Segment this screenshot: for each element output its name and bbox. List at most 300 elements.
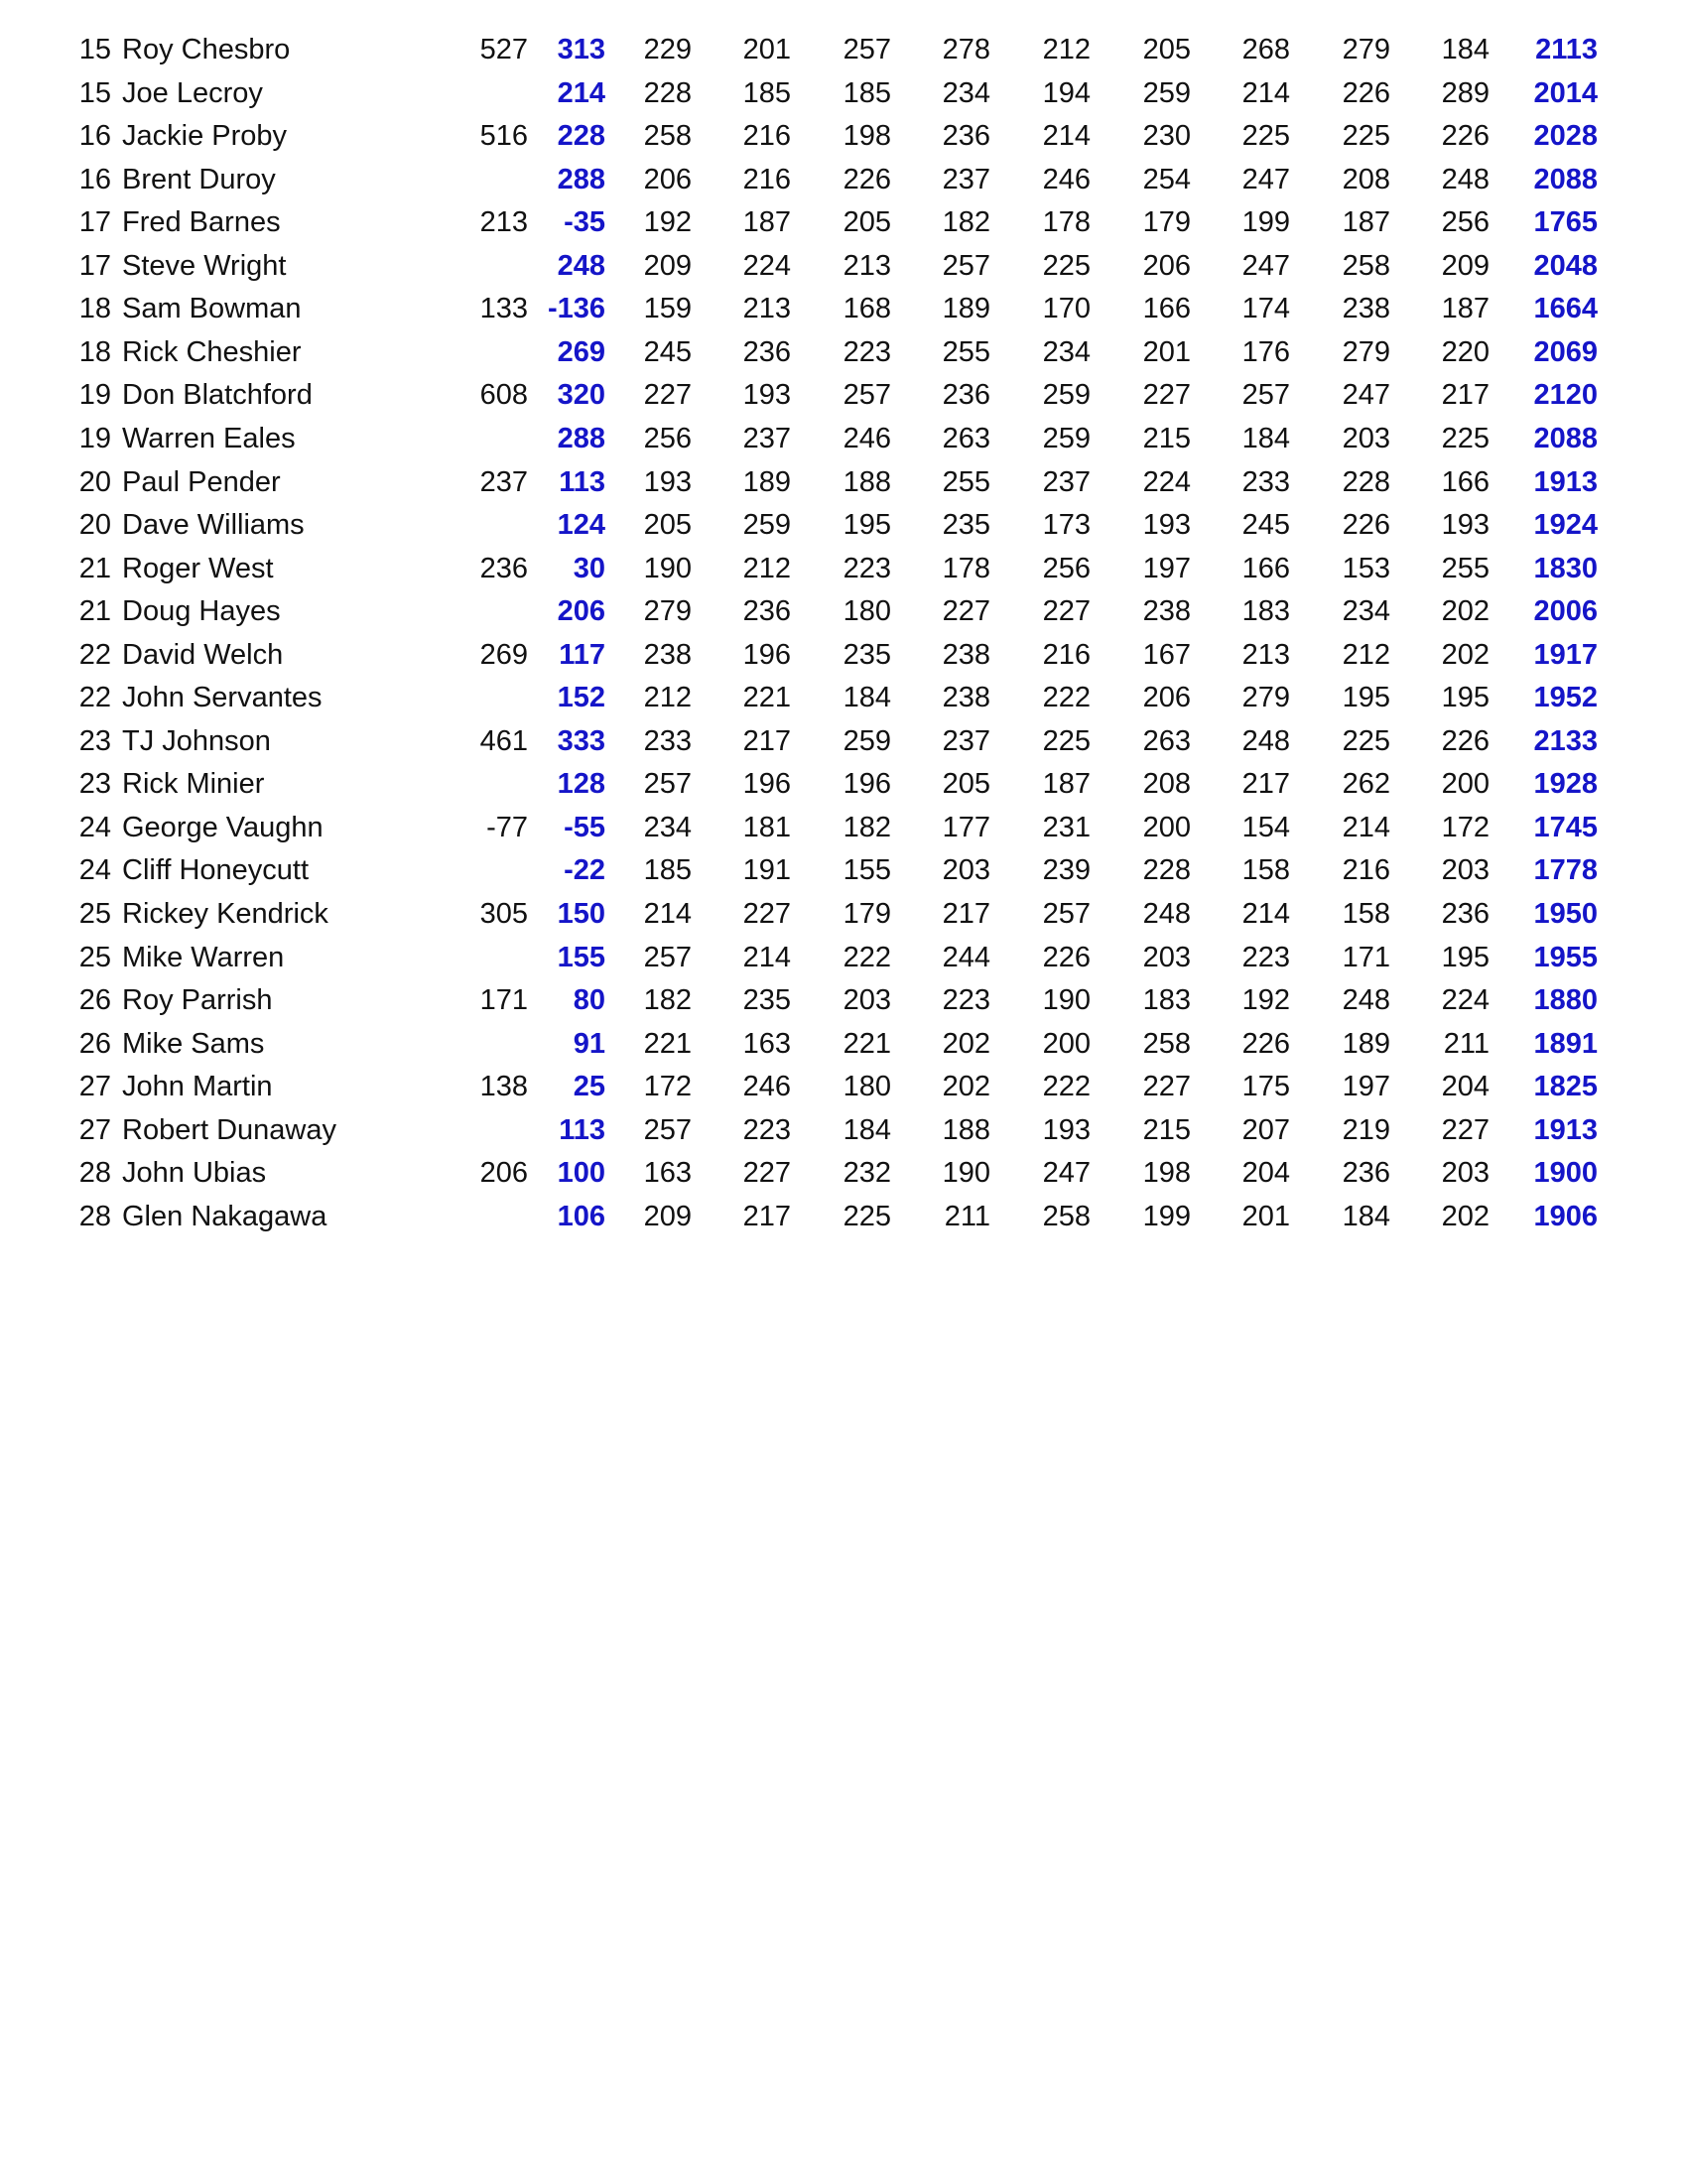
- pair-score: [437, 417, 528, 460]
- pair-score: 206: [479, 1157, 528, 1190]
- game-score: 255: [942, 335, 990, 368]
- handicap-score: 320: [557, 379, 605, 412]
- game-score: 236: [942, 120, 990, 153]
- game-score: 216: [1042, 638, 1091, 671]
- game-score: 224: [1142, 465, 1191, 498]
- game-score: 215: [1142, 1113, 1191, 1146]
- game-score: 257: [643, 941, 692, 973]
- handicap-score: 128: [557, 768, 605, 801]
- pair-score: 138: [479, 1071, 528, 1103]
- bowler-name: Fred Barnes: [122, 206, 281, 239]
- pair-score: 171: [479, 984, 528, 1017]
- game-score: 188: [942, 1113, 990, 1146]
- game-score: 201: [1142, 335, 1191, 368]
- pair-score: [437, 503, 528, 547]
- game-score: 207: [1241, 1113, 1290, 1146]
- bowler-name: Warren Eales: [122, 422, 296, 454]
- bowler-name: David Welch: [122, 638, 284, 671]
- game-score: 279: [1241, 682, 1290, 714]
- table-row: [0, 1108, 1687, 1152]
- game-score: 237: [942, 724, 990, 757]
- table-row: [0, 28, 1687, 71]
- game-score: 200: [1441, 768, 1490, 801]
- pair-score: 213: [479, 206, 528, 239]
- total-score: 1880: [1533, 984, 1598, 1017]
- game-score: 226: [1441, 724, 1490, 757]
- game-score: 181: [742, 811, 791, 843]
- total-score: 1917: [1533, 638, 1598, 671]
- total-score: 1952: [1533, 682, 1598, 714]
- bowler-name: Rick Cheshier: [122, 335, 302, 368]
- game-score: 187: [1342, 206, 1390, 239]
- table-row: [0, 71, 1687, 115]
- game-score: 248: [1241, 724, 1290, 757]
- game-score: 166: [1241, 552, 1290, 584]
- game-score: 203: [1441, 1157, 1490, 1190]
- game-score: 187: [1441, 293, 1490, 325]
- table-row: [0, 589, 1687, 633]
- game-score: 212: [1342, 638, 1390, 671]
- game-score: 174: [1241, 293, 1290, 325]
- pair-score: 527: [479, 34, 528, 65]
- game-score: 226: [1241, 1027, 1290, 1060]
- game-score: 257: [1042, 898, 1091, 930]
- game-score: 224: [1441, 984, 1490, 1017]
- game-score: 279: [643, 595, 692, 628]
- game-score: 182: [942, 206, 990, 239]
- game-score: 247: [1342, 379, 1390, 412]
- table-row: [0, 417, 1687, 460]
- total-score: 2133: [1533, 724, 1598, 757]
- game-score: 289: [1441, 76, 1490, 109]
- game-score: 238: [643, 638, 692, 671]
- game-score: 221: [843, 1027, 891, 1060]
- handicap-score: -35: [564, 206, 605, 239]
- game-score: 244: [942, 941, 990, 973]
- pair-score: [437, 1022, 528, 1066]
- game-score: 235: [843, 638, 891, 671]
- game-score: 215: [1142, 422, 1191, 454]
- table-row: [0, 978, 1687, 1022]
- game-score: 223: [742, 1113, 791, 1146]
- game-score: 257: [1241, 379, 1290, 412]
- game-score: 203: [1142, 941, 1191, 973]
- game-score: 234: [942, 76, 990, 109]
- pair-score: -77: [486, 811, 528, 843]
- game-score: 208: [1342, 163, 1390, 195]
- pair-score: [437, 330, 528, 374]
- game-score: 202: [1441, 638, 1490, 671]
- game-score: 225: [1241, 120, 1290, 153]
- game-score: 278: [942, 34, 990, 65]
- game-score: 184: [1241, 422, 1290, 454]
- game-score: 192: [1241, 984, 1290, 1017]
- pair-score: [437, 1108, 528, 1152]
- handicap-score: 155: [557, 941, 605, 973]
- game-score: 212: [742, 552, 791, 584]
- game-score: 259: [843, 724, 891, 757]
- pair-score: 237: [479, 465, 528, 498]
- game-score: 236: [942, 379, 990, 412]
- handicap-score: 30: [573, 552, 605, 584]
- game-score: 237: [1042, 465, 1091, 498]
- game-score: 254: [1142, 163, 1191, 195]
- game-score: 262: [1342, 768, 1390, 801]
- team-number: 23: [78, 724, 111, 757]
- game-score: 184: [1441, 34, 1490, 65]
- game-score: 190: [942, 1157, 990, 1190]
- game-score: 222: [1042, 682, 1091, 714]
- pair-score: [437, 936, 528, 979]
- game-score: 238: [942, 638, 990, 671]
- team-number: 25: [78, 941, 111, 973]
- game-score: 234: [1042, 335, 1091, 368]
- bowler-name: Steve Wright: [122, 249, 287, 282]
- team-number: 27: [78, 1113, 111, 1146]
- game-score: 213: [742, 293, 791, 325]
- bowler-name: Roy Parrish: [122, 984, 273, 1017]
- game-score: 204: [1441, 1071, 1490, 1103]
- game-score: 222: [1042, 1071, 1091, 1103]
- game-score: 235: [942, 509, 990, 542]
- game-score: 177: [942, 811, 990, 843]
- game-score: 201: [1241, 1200, 1290, 1232]
- handicap-score: 80: [573, 984, 605, 1017]
- game-score: 259: [1042, 379, 1091, 412]
- total-score: 1950: [1533, 898, 1598, 930]
- total-score: 2028: [1533, 120, 1598, 153]
- game-score: 236: [1342, 1157, 1390, 1190]
- game-score: 179: [1142, 206, 1191, 239]
- game-score: 211: [1443, 1027, 1490, 1060]
- bowler-name: Roy Chesbro: [122, 34, 291, 65]
- total-score: 1830: [1533, 552, 1598, 584]
- pair-score: 133: [479, 293, 528, 325]
- game-score: 199: [1241, 206, 1290, 239]
- game-score: 203: [1342, 422, 1390, 454]
- table-row: [0, 200, 1687, 244]
- total-score: 1765: [1533, 206, 1598, 239]
- handicap-score: 313: [557, 34, 605, 65]
- game-score: 200: [1042, 1027, 1091, 1060]
- game-score: 237: [942, 163, 990, 195]
- pair-score: [437, 848, 528, 892]
- game-score: 256: [643, 422, 692, 454]
- total-score: 1955: [1533, 941, 1598, 973]
- bowler-name: Mike Warren: [122, 941, 285, 973]
- team-number: 16: [78, 163, 111, 195]
- game-score: 263: [942, 422, 990, 454]
- game-score: 233: [1241, 465, 1290, 498]
- bowler-name: Rickey Kendrick: [122, 898, 328, 930]
- game-score: 237: [742, 422, 791, 454]
- game-score: 238: [1342, 293, 1390, 325]
- game-score: 184: [843, 682, 891, 714]
- bowler-name: Glen Nakagawa: [122, 1200, 327, 1232]
- game-score: 209: [643, 1200, 692, 1232]
- game-score: 208: [1142, 768, 1191, 801]
- bowler-name: Jackie Proby: [122, 120, 288, 153]
- handicap-score: 106: [557, 1200, 605, 1232]
- game-score: 212: [643, 682, 692, 714]
- game-score: 223: [942, 984, 990, 1017]
- pair-score: [437, 158, 528, 201]
- total-score: 1825: [1533, 1071, 1598, 1103]
- bowler-name: George Vaughn: [122, 811, 324, 843]
- bowler-name: Doug Hayes: [122, 595, 281, 628]
- game-score: 217: [742, 1200, 791, 1232]
- team-number: 22: [78, 638, 111, 671]
- team-number: 26: [78, 1027, 111, 1060]
- team-number: 15: [78, 76, 111, 109]
- handicap-score: 288: [557, 422, 605, 454]
- game-score: 196: [843, 768, 891, 801]
- game-score: 214: [1241, 898, 1290, 930]
- total-score: 2048: [1533, 249, 1598, 282]
- game-score: 163: [742, 1027, 791, 1060]
- total-score: 1924: [1533, 509, 1598, 542]
- game-score: 214: [643, 898, 692, 930]
- game-score: 234: [643, 811, 692, 843]
- handicap-score: 248: [557, 249, 605, 282]
- game-score: 213: [1241, 638, 1290, 671]
- pair-score: [437, 762, 528, 806]
- game-score: 202: [1441, 595, 1490, 628]
- table-row: [0, 719, 1687, 763]
- team-number: 18: [78, 293, 111, 325]
- bowler-name: TJ Johnson: [122, 724, 271, 757]
- game-score: 166: [1441, 465, 1490, 498]
- game-score: 198: [843, 120, 891, 153]
- game-score: 246: [742, 1071, 791, 1103]
- game-score: 212: [1042, 34, 1091, 65]
- game-score: 158: [1342, 898, 1390, 930]
- game-score: 216: [742, 163, 791, 195]
- game-score: 230: [1142, 120, 1191, 153]
- game-score: 193: [643, 465, 692, 498]
- handicap-score: -55: [564, 811, 605, 843]
- table-row: [0, 503, 1687, 547]
- handicap-score: 25: [573, 1071, 605, 1103]
- pair-score: 516: [479, 120, 528, 153]
- game-score: 155: [843, 854, 891, 887]
- game-score: 203: [942, 854, 990, 887]
- game-score: 178: [942, 552, 990, 584]
- game-score: 206: [1142, 682, 1191, 714]
- game-score: 159: [643, 293, 692, 325]
- game-score: 225: [1441, 422, 1490, 454]
- bowler-name: Robert Dunaway: [122, 1113, 336, 1146]
- team-number: 24: [78, 811, 111, 843]
- total-score: 2113: [1535, 34, 1598, 65]
- total-score: 2120: [1533, 379, 1598, 412]
- game-score: 219: [1342, 1113, 1390, 1146]
- game-score: 205: [843, 206, 891, 239]
- game-score: 199: [1142, 1200, 1191, 1232]
- game-score: 234: [1342, 595, 1390, 628]
- game-score: 200: [1142, 811, 1191, 843]
- team-number: 20: [78, 465, 111, 498]
- total-score: 1913: [1533, 465, 1598, 498]
- game-score: 217: [1241, 768, 1290, 801]
- table-row: [0, 936, 1687, 979]
- game-score: 226: [1441, 120, 1490, 153]
- handicap-score: 206: [557, 595, 605, 628]
- team-number: 22: [78, 682, 111, 714]
- pair-score: 269: [479, 638, 528, 671]
- team-number: 24: [78, 854, 111, 887]
- bowler-name: John Martin: [122, 1071, 273, 1103]
- handicap-score: -22: [564, 854, 605, 887]
- table-row: [0, 547, 1687, 590]
- game-score: 227: [1441, 1113, 1490, 1146]
- game-score: 226: [1342, 509, 1390, 542]
- team-number: 21: [78, 552, 111, 584]
- game-score: 223: [843, 335, 891, 368]
- team-number: 18: [78, 335, 111, 368]
- total-score: 1906: [1533, 1200, 1598, 1232]
- game-score: 216: [742, 120, 791, 153]
- game-score: 256: [1441, 206, 1490, 239]
- game-score: 206: [1142, 249, 1191, 282]
- game-score: 205: [942, 768, 990, 801]
- game-score: 235: [742, 984, 791, 1017]
- table-row: [0, 806, 1687, 849]
- game-score: 197: [1142, 552, 1191, 584]
- game-score: 247: [1241, 163, 1290, 195]
- game-score: 226: [843, 163, 891, 195]
- total-score: 1900: [1533, 1157, 1598, 1190]
- pair-score: [437, 676, 528, 719]
- total-score: 1928: [1533, 768, 1598, 801]
- game-score: 258: [1042, 1200, 1091, 1232]
- total-score: 1913: [1533, 1113, 1598, 1146]
- table-row: [0, 1022, 1687, 1066]
- game-score: 214: [1042, 120, 1091, 153]
- game-score: 258: [1142, 1027, 1191, 1060]
- game-score: 190: [643, 552, 692, 584]
- team-number: 17: [78, 206, 111, 239]
- team-number: 19: [78, 422, 111, 454]
- game-score: 214: [1241, 76, 1290, 109]
- game-score: 205: [643, 509, 692, 542]
- game-score: 255: [942, 465, 990, 498]
- game-score: 225: [1342, 120, 1390, 153]
- game-score: 221: [643, 1027, 692, 1060]
- game-score: 238: [1142, 595, 1191, 628]
- total-score: 2069: [1533, 335, 1598, 368]
- game-score: 248: [1342, 984, 1390, 1017]
- game-score: 216: [1342, 854, 1390, 887]
- game-score: 172: [643, 1071, 692, 1103]
- table-row: [0, 373, 1687, 417]
- game-score: 225: [1042, 249, 1091, 282]
- handicap-score: 150: [557, 898, 605, 930]
- game-score: 225: [843, 1200, 891, 1232]
- game-score: 203: [1441, 854, 1490, 887]
- team-number: 28: [78, 1157, 111, 1190]
- game-score: 189: [942, 293, 990, 325]
- game-score: 204: [1241, 1157, 1290, 1190]
- table-row: [0, 676, 1687, 719]
- game-score: 166: [1142, 293, 1191, 325]
- handicap-score: 113: [559, 1113, 605, 1146]
- game-score: 214: [742, 941, 791, 973]
- game-score: 223: [1241, 941, 1290, 973]
- handicap-score: 214: [557, 76, 605, 109]
- team-number: 19: [78, 379, 111, 412]
- bowler-name: Mike Sams: [122, 1027, 265, 1060]
- game-score: 259: [1142, 76, 1191, 109]
- game-score: 170: [1042, 293, 1091, 325]
- game-score: 182: [843, 811, 891, 843]
- game-score: 183: [1241, 595, 1290, 628]
- team-number: 25: [78, 898, 111, 930]
- game-score: 180: [843, 595, 891, 628]
- game-score: 268: [1241, 34, 1290, 65]
- game-score: 195: [843, 509, 891, 542]
- game-score: 257: [942, 249, 990, 282]
- handicap-score: 113: [559, 465, 605, 498]
- game-score: 185: [843, 76, 891, 109]
- game-score: 193: [1441, 509, 1490, 542]
- game-score: 209: [643, 249, 692, 282]
- game-score: 279: [1342, 335, 1390, 368]
- bowler-name: Brent Duroy: [122, 163, 276, 195]
- game-score: 214: [1342, 811, 1390, 843]
- game-score: 193: [1142, 509, 1191, 542]
- total-score: 1745: [1533, 811, 1598, 843]
- handicap-score: 117: [559, 638, 605, 671]
- pair-score: [437, 71, 528, 115]
- game-score: 221: [742, 682, 791, 714]
- game-score: 190: [1042, 984, 1091, 1017]
- pair-score: 608: [479, 379, 528, 412]
- handicap-score: -136: [547, 293, 605, 325]
- game-score: 202: [942, 1071, 990, 1103]
- game-score: 226: [1042, 941, 1091, 973]
- game-score: 220: [1441, 335, 1490, 368]
- game-score: 247: [1042, 1157, 1091, 1190]
- total-score: 1778: [1533, 854, 1598, 887]
- game-score: 183: [1142, 984, 1191, 1017]
- handicap-score: 124: [557, 509, 605, 542]
- handicap-score: 333: [557, 724, 605, 757]
- game-score: 182: [643, 984, 692, 1017]
- game-score: 206: [643, 163, 692, 195]
- game-score: 192: [643, 206, 692, 239]
- table-row: [0, 892, 1687, 936]
- total-score: 1891: [1533, 1027, 1598, 1060]
- team-number: 27: [78, 1071, 111, 1103]
- game-score: 257: [643, 768, 692, 801]
- table-row: [0, 114, 1687, 158]
- game-score: 168: [843, 293, 891, 325]
- handicap-score: 288: [557, 163, 605, 195]
- table-row: [0, 1195, 1687, 1238]
- game-score: 232: [843, 1157, 891, 1190]
- table-row: [0, 848, 1687, 892]
- game-score: 226: [1342, 76, 1390, 109]
- game-score: 256: [1042, 552, 1091, 584]
- game-score: 205: [1142, 34, 1191, 65]
- game-score: 179: [843, 898, 891, 930]
- game-score: 227: [1142, 379, 1191, 412]
- game-score: 187: [742, 206, 791, 239]
- pair-score: 236: [479, 552, 528, 584]
- game-score: 248: [1441, 163, 1490, 195]
- team-number: 16: [78, 120, 111, 153]
